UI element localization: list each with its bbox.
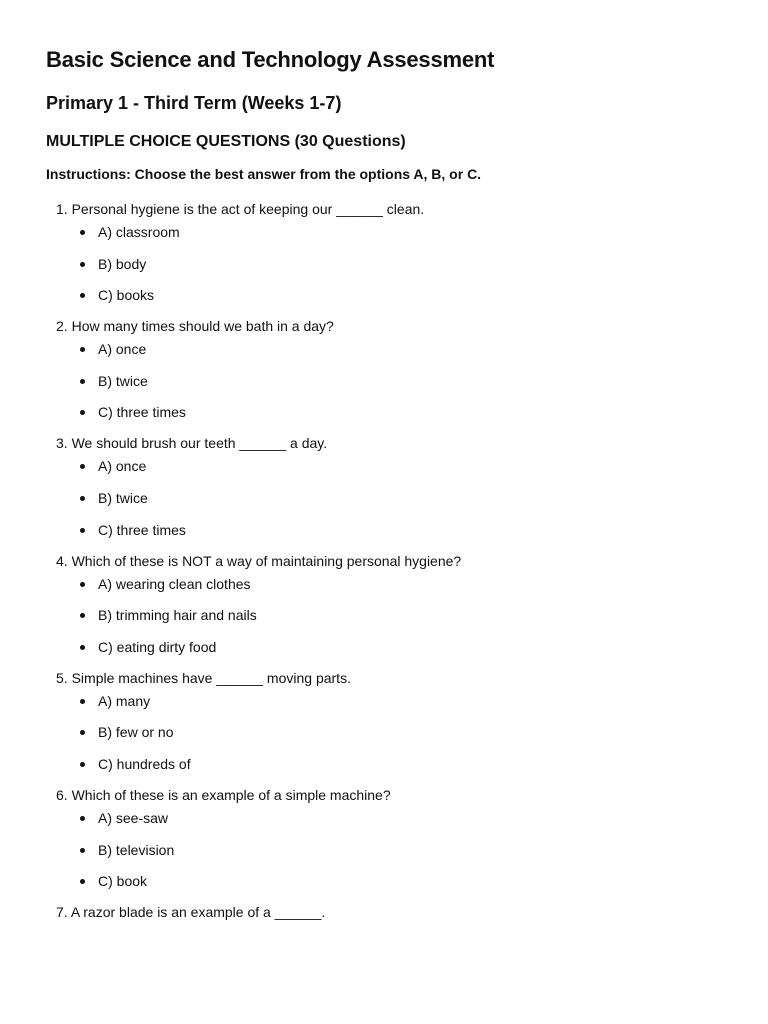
option-label: B) twice	[98, 489, 148, 506]
question-prompt: Which of these is an example of a simple machine?	[71, 786, 391, 803]
question-item	[56, 198, 722, 305]
bullet-icon	[80, 293, 85, 298]
option-label: A) many	[98, 692, 151, 709]
option-list	[56, 339, 722, 422]
bullet-icon	[80, 496, 85, 501]
option-item	[80, 808, 722, 828]
question-item	[56, 667, 722, 774]
question-item	[56, 784, 722, 891]
bullet-icon	[80, 379, 85, 384]
bullet-icon	[80, 528, 85, 533]
question-prompt: Which of these is NOT a way of maintaining personal hygiene?	[71, 552, 462, 569]
option-item	[80, 722, 722, 742]
question-text	[56, 667, 722, 689]
bullet-icon	[80, 730, 85, 735]
question-item	[56, 550, 722, 657]
instructions-text: Instructions: Choose the best answer from the options A, B, or C.	[46, 166, 482, 182]
option-label: A) classroom	[98, 224, 180, 240]
option-label: A) once	[98, 341, 147, 358]
question-number: 7.	[56, 904, 68, 921]
option-list	[56, 574, 722, 657]
option-label: A) see-saw	[98, 809, 169, 826]
question-prompt: We should brush our teeth ______ a day.	[71, 435, 328, 452]
option-item	[80, 456, 722, 476]
option-list	[56, 808, 722, 891]
question-list	[46, 198, 722, 923]
bullet-icon	[80, 262, 85, 267]
option-item	[80, 402, 722, 422]
question-text	[56, 315, 722, 337]
option-label: A) wearing clean clothes	[98, 575, 251, 592]
bullet-icon	[80, 230, 85, 235]
option-label: B) few or no	[98, 724, 174, 741]
option-label: C) three times	[98, 521, 186, 538]
option-item	[80, 691, 722, 711]
option-item	[80, 371, 722, 391]
option-item	[80, 339, 722, 359]
question-text	[56, 784, 722, 806]
question-item	[56, 901, 722, 923]
option-label: A) once	[98, 458, 147, 475]
option-item	[80, 754, 722, 774]
option-item	[80, 871, 722, 891]
option-label: C) eating dirty food	[98, 638, 217, 655]
bullet-icon	[80, 410, 85, 415]
question-text	[56, 198, 722, 220]
bullet-icon	[80, 582, 85, 587]
option-label: B) twice	[98, 372, 148, 389]
option-item	[80, 254, 722, 274]
question-text	[56, 432, 722, 454]
option-list	[56, 456, 722, 539]
question-number: 1.	[56, 201, 68, 217]
option-list	[56, 222, 722, 305]
bullet-icon	[80, 699, 85, 704]
bullet-icon	[80, 464, 85, 469]
page-title: Basic Science and Technology Assessment	[46, 47, 495, 72]
option-label: C) three times	[98, 404, 186, 421]
option-label: B) body	[98, 255, 147, 272]
option-label: C) books	[98, 287, 155, 304]
bullet-icon	[80, 613, 85, 618]
question-prompt: How many times should we bath in a day?	[71, 318, 334, 335]
question-number: 6.	[56, 786, 68, 803]
question-number: 2.	[56, 318, 68, 335]
option-item	[80, 605, 722, 625]
option-item	[80, 574, 722, 594]
question-item	[56, 432, 722, 539]
question-prompt: A razor blade is an example of a ______.	[70, 904, 326, 921]
question-number: 3.	[56, 435, 68, 452]
option-item	[80, 285, 722, 305]
option-item	[80, 840, 722, 860]
bullet-icon	[80, 816, 85, 821]
option-item	[80, 222, 722, 242]
section-heading: MULTIPLE CHOICE QUESTIONS (30 Questions)	[46, 133, 406, 150]
option-label: B) television	[98, 841, 175, 858]
option-label: C) hundreds of	[98, 755, 191, 772]
option-item	[80, 520, 722, 540]
question-prompt: Personal hygiene is the act of keeping our ______ clean.	[71, 201, 425, 217]
question-text	[56, 550, 722, 572]
question-number: 5.	[56, 669, 68, 686]
option-label: C) book	[98, 873, 148, 890]
option-label: B) trimming hair and nails	[98, 607, 257, 624]
bullet-icon	[80, 879, 85, 884]
bullet-icon	[80, 762, 85, 767]
question-number: 4.	[56, 552, 68, 569]
question-item	[56, 315, 722, 422]
question-prompt: Simple machines have ______ moving parts.	[71, 669, 351, 686]
bullet-icon	[80, 645, 85, 650]
bullet-icon	[80, 347, 85, 352]
option-item	[80, 637, 722, 657]
page-subtitle: Primary 1 - Third Term (Weeks 1-7)	[46, 93, 342, 113]
question-text	[56, 901, 722, 923]
bullet-icon	[80, 848, 85, 853]
option-item	[80, 488, 722, 508]
option-list	[56, 691, 722, 774]
